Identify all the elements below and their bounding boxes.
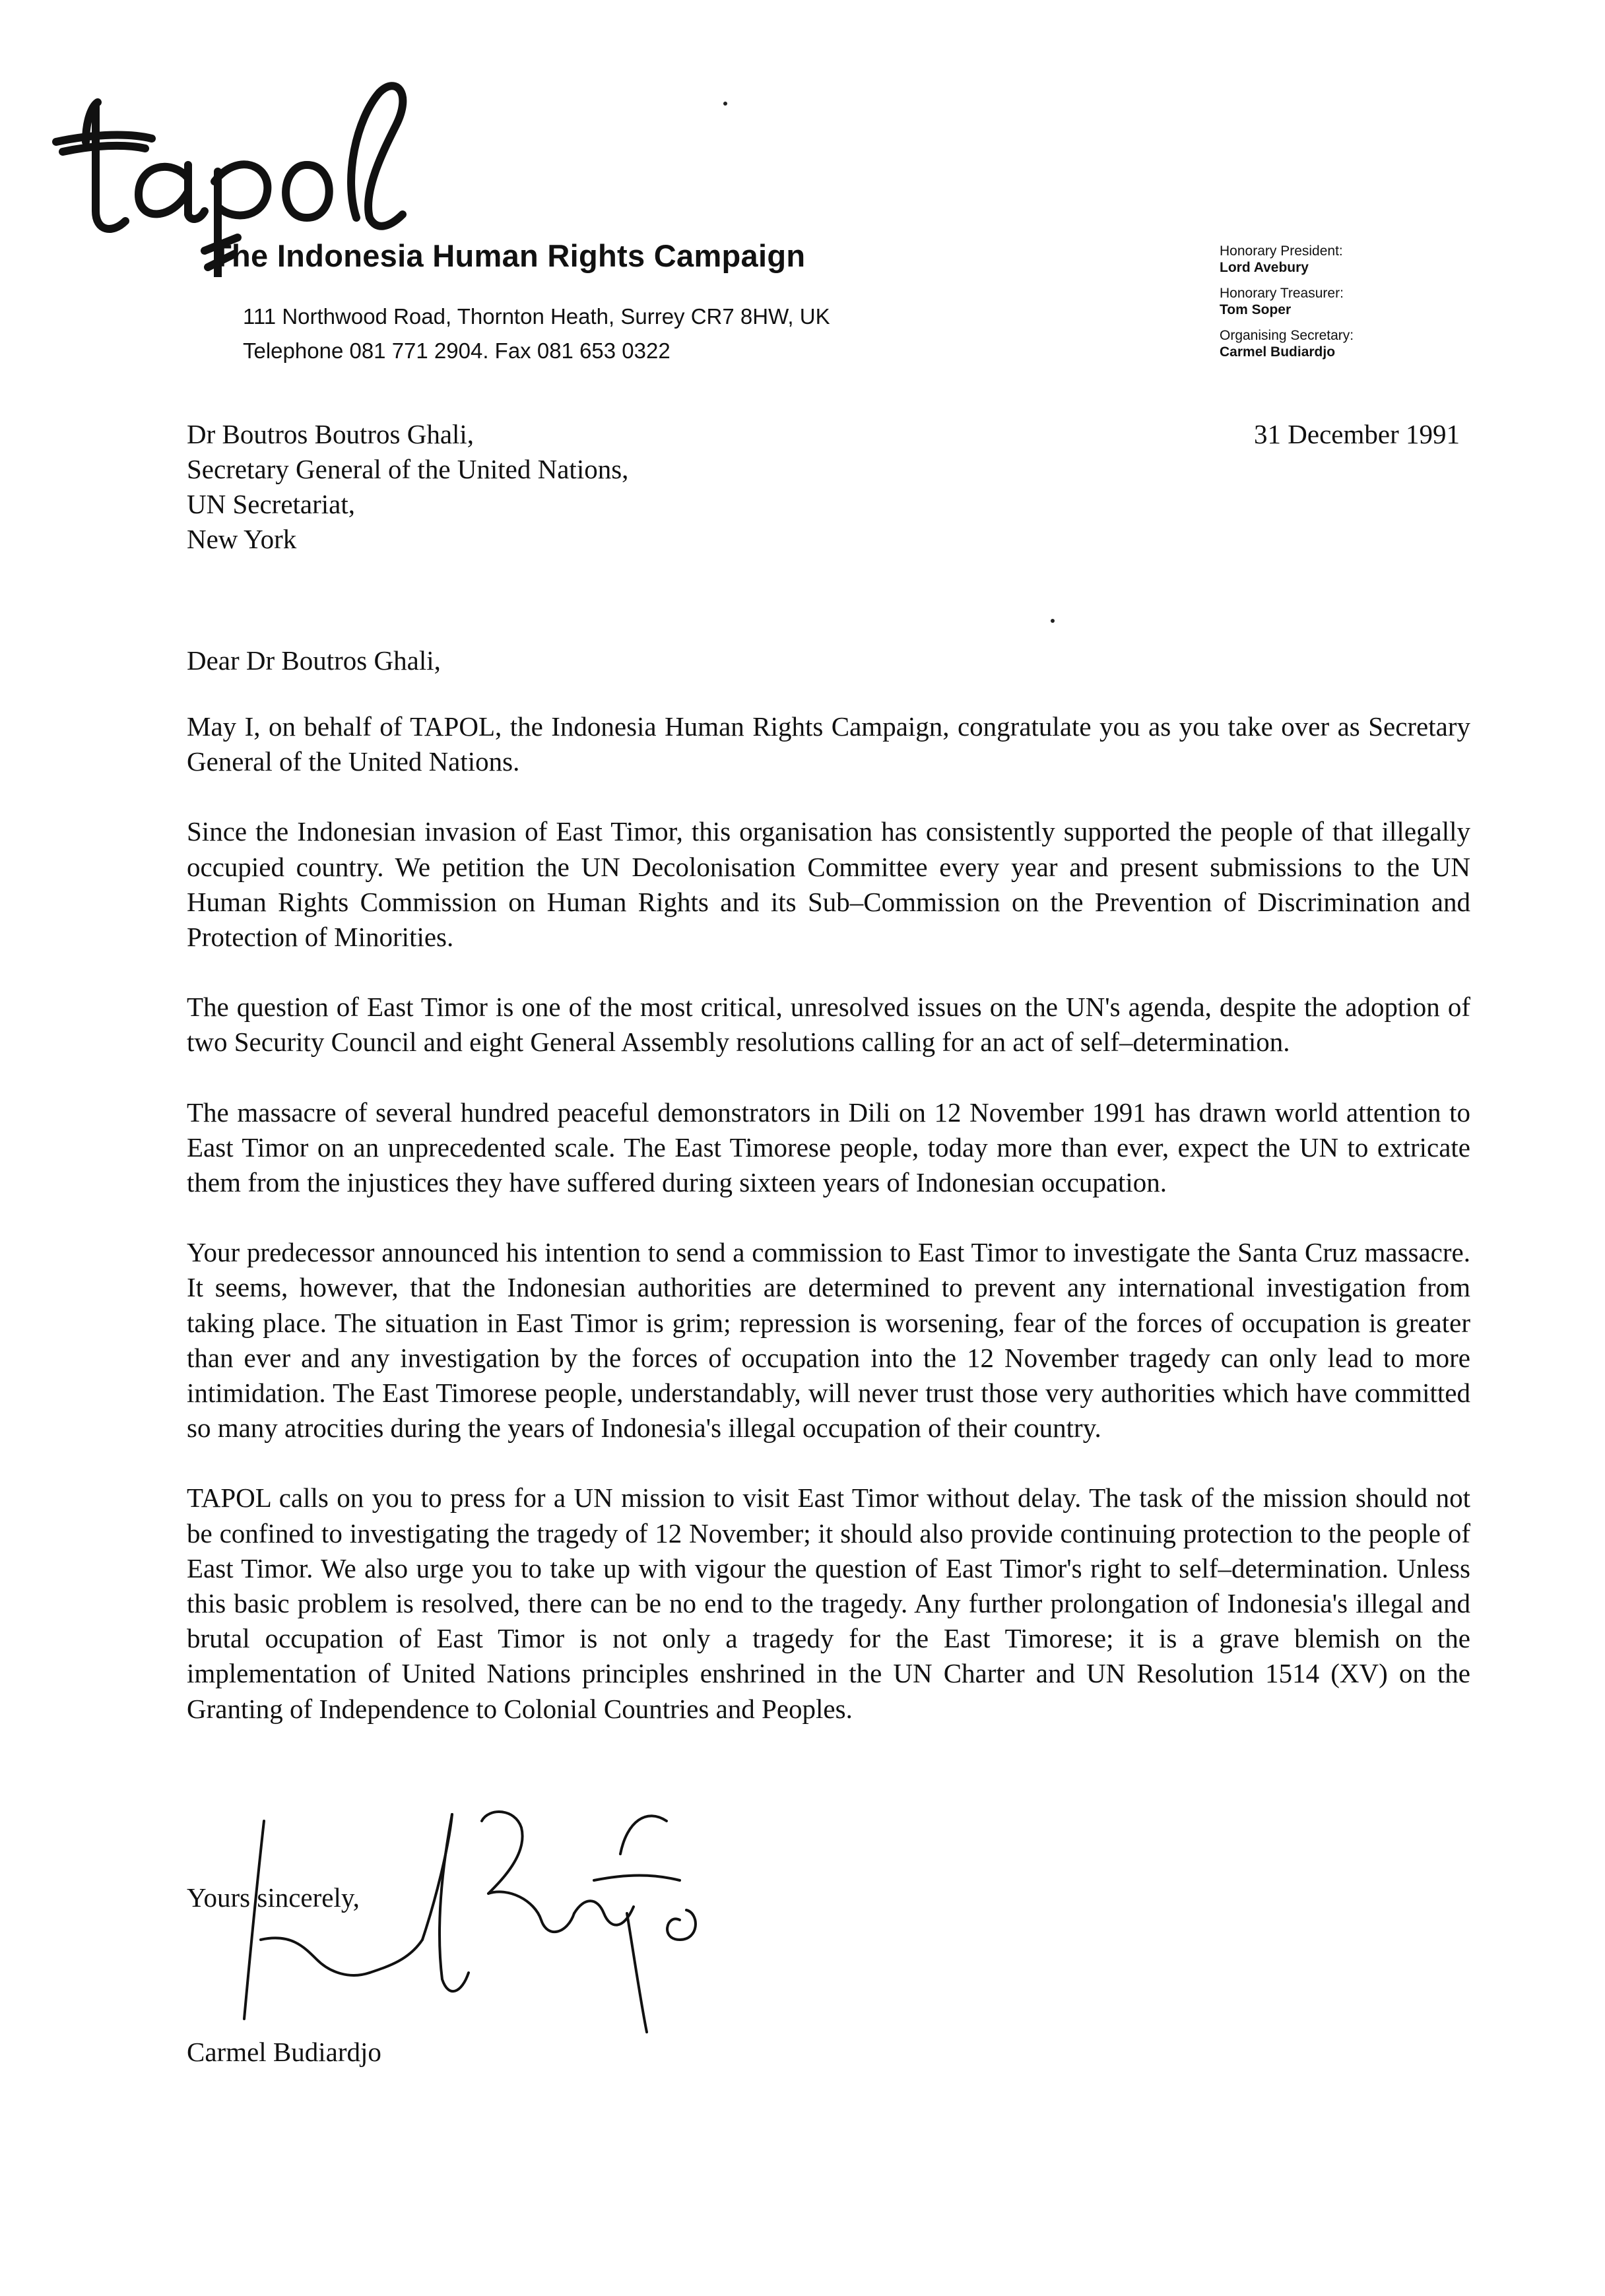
officer-role: Organising Secretary: [1220,328,1354,343]
postal-address: 111 Northwood Road, Thornton Heath, Surrey CR7 8HW, UK [243,304,830,329]
organization-address-block [243,300,830,368]
organization-name: The Indonesia Human Rights Campaign [213,238,806,273]
recipient-line: Secretary General of the United Nations, [187,454,629,484]
scan-speck [723,102,727,106]
signatory-name: Carmel Budiardjo [187,2037,381,2067]
recipient-line: Dr Boutros Boutros Ghali, [187,419,475,449]
officer-name: Tom Soper [1220,302,1292,317]
contact-numbers: Telephone 081 771 2904. Fax 081 653 0322 [243,338,671,363]
body-paragraph: Your predecessor announced his intention to send a commission to East Timor to investigate the Santa Cruz massacre. It seems, however, that the Indonesian authorities are determined to prevent any international investigation from taking place. The situation in East Timor is grim; repression is worsening, fear of the forces of occupation is greater than ever and any investigation by the forces of occupation into the 12 November tragedy can only lead to more intimidation. The East Timorese people, understandably, will never trust those very authorities which have committed so many atrocities during the years of Indonesia's illegal occupation of their country. [187,1237,1470,1444]
recipient-address [187,417,628,557]
body-paragraph: Since the Indonesian invasion of East Timor, this organisation has consistently supported the people of that illegally occupied country. We petition the UN Decolonisation Committee every year and present submissions to the UN Human Rights Commission on Human Rights and its Sub–Commission on the Prevention of Discrimination and Protection of Minorities. [187,816,1470,953]
body-paragraph: May I, on behalf of TAPOL, the Indonesia Human Rights Campaign, congratulate you as you take over as Secretary General of the United Nations. [187,711,1470,777]
scan-speck [1051,619,1055,623]
officers-list [1220,243,1354,369]
letter-body [187,709,1470,1727]
body-paragraph: The question of East Timor is one of the most critical, unresolved issues on the UN's agenda, despite the adoption of two Security Council and eight General Assembly resolutions calling for an act of self–determination. [187,992,1470,1058]
recipient-line: UN Secretariat, [187,489,355,519]
letter-date: 31 December 1991 [1254,419,1460,449]
officer-name: Lord Avebury [1220,260,1309,275]
handwritten-signature [224,1781,739,2039]
recipient-line: New York [187,524,297,554]
body-paragraph: TAPOL calls on you to press for a UN mission to visit East Timor without delay. The task of the mission should not be confined to investigating the tragedy of 12 November; it should also provide continuing protection to the people of East Timor. We also urge you to take up with vigour the question of East Timor's right to self–determination. Unless this basic problem is resolved, there can be no end to the tragedy. Any further prolongation of Indonesia's illegal and brutal occupation of East Timor is not only a tragedy for the East Timorese; it is a grave blemish on the implementation of United Nations principles enshrined in the UN Charter and UN Resolution 1514 (XV) on the Granting of Independence to Colonial Countries and Peoples. [187,1483,1470,1724]
salutation: Dear Dr Boutros Ghali, [187,645,441,676]
officer-name: Carmel Budiardjo [1220,344,1336,360]
body-paragraph: The massacre of several hundred peaceful demonstrators in Dili on 12 November 1991 has drawn world attention to East Timor on an unprecedented scale. The East Timorese people, today more than ever, expect the UN to extricate them from the injustices they have suffered during sixteen years of Indonesian occupation. [187,1097,1470,1198]
officer-role: Honorary President: [1220,243,1343,259]
officer-role: Honorary Treasurer: [1220,286,1344,301]
closing: Yours sincerely, [187,1882,360,1913]
